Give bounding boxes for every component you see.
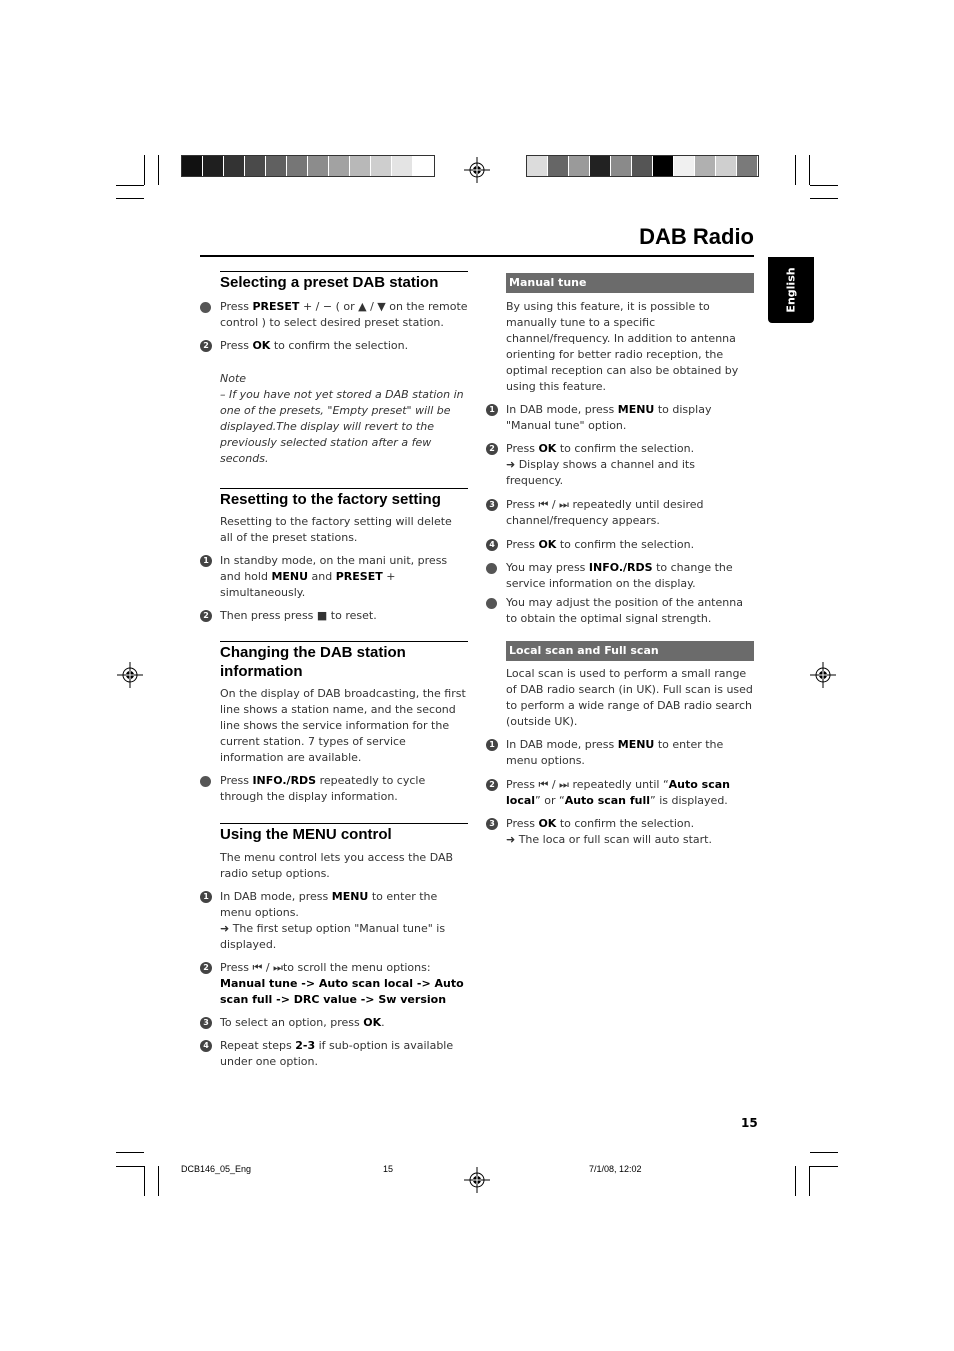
- section-intro: The menu control lets you access the DAB radio setup options.: [220, 851, 454, 880]
- list-item: Press INFO./RDS repeatedly to cycle through the display information.: [200, 773, 468, 805]
- section-heading: Resetting to the factory setting: [220, 488, 468, 509]
- crop-mark: [795, 155, 796, 185]
- bullet-icon: [486, 563, 497, 574]
- color-swatch: [695, 156, 716, 176]
- step-number-icon: 3: [486, 818, 498, 830]
- crop-mark: [810, 185, 838, 186]
- list-item: You may adjust the position of the antenna to obtain the optimal signal strength.: [486, 595, 754, 627]
- section-intro: Local scan is used to perform a small range of DAB radio search (in UK). Full scan is used to perform a wide range of DAB radio search (outside UK).: [506, 667, 753, 728]
- crop-mark: [116, 185, 144, 186]
- list-item: 3 Press OK to confirm the selection. ➜ The loca or full scan will auto start.: [486, 816, 754, 848]
- color-calibration-bar-left: [181, 155, 435, 177]
- bullet-icon: [200, 302, 211, 313]
- list-item: 3 To select an option, press OK.: [200, 1015, 468, 1031]
- footer-file: DCB146_05_Eng: [181, 1164, 252, 1174]
- section-heading: Changing the DAB station information: [220, 641, 468, 681]
- color-swatch: [632, 156, 653, 176]
- color-swatch: [527, 156, 548, 176]
- bullet-icon: [200, 776, 211, 787]
- color-swatch: [203, 156, 224, 176]
- step-number-icon: 1: [486, 404, 498, 416]
- list-item: 1 In DAB mode, press MENU to enter the menu options.: [486, 737, 754, 769]
- list-item: 4 Repeat steps 2-3 if sub-option is available under one option.: [200, 1038, 468, 1070]
- list-item: 2 Press OK to confirm the selection.: [200, 338, 468, 354]
- step-number-icon: 1: [486, 739, 498, 751]
- crop-mark: [810, 1152, 838, 1153]
- color-swatch: [413, 156, 434, 176]
- list-item: 1 In standby mode, on the mani unit, press and hold MENU and PRESET + simultaneously.: [200, 553, 468, 601]
- crop-mark: [116, 1152, 144, 1153]
- crop-mark: [158, 1166, 159, 1196]
- language-tab: [768, 257, 814, 323]
- color-calibration-bar-right: [526, 155, 759, 177]
- step-number-icon: 1: [200, 555, 212, 567]
- result-arrow-text: ➜ The first setup option "Manual tune" is displayed.: [220, 922, 446, 951]
- registration-mark-icon: [117, 662, 143, 688]
- page-number: 15: [741, 1116, 758, 1130]
- footer-page: 15: [383, 1164, 394, 1174]
- crop-mark: [144, 1166, 145, 1196]
- color-swatch: [266, 156, 287, 176]
- crop-mark: [809, 155, 810, 185]
- step-number-icon: 3: [200, 1017, 212, 1029]
- crop-mark: [158, 155, 159, 185]
- color-swatch: [548, 156, 569, 176]
- color-swatch: [329, 156, 350, 176]
- color-swatch: [308, 156, 329, 176]
- color-swatch: [737, 156, 758, 176]
- color-swatch: [611, 156, 632, 176]
- section-heading: Manual tune: [506, 273, 754, 293]
- color-swatch: [224, 156, 245, 176]
- color-swatch: [653, 156, 674, 176]
- step-number-icon: 2: [486, 443, 498, 455]
- color-swatch: [392, 156, 413, 176]
- section-intro: Resetting to the factory setting will delete all of the preset stations.: [220, 515, 452, 544]
- result-arrow-text: ➜ The loca or full scan will auto start.: [506, 833, 712, 846]
- left-column: [200, 271, 470, 1070]
- list-item: 2 Press OK to confirm the selection. ➜ Display shows a channel and its frequency.: [486, 441, 754, 489]
- crop-mark: [116, 198, 144, 199]
- page-title: DAB Radio: [639, 224, 754, 249]
- list-item: Press PRESET + / − ( or ▲ / ▼ on the remote control ) to select desired preset station.: [200, 299, 468, 331]
- crop-mark: [810, 198, 838, 199]
- result-arrow-text: ➜ Display shows a channel and its frequency.: [506, 458, 695, 487]
- crop-mark: [795, 1166, 796, 1196]
- section-intro: On the display of DAB broadcasting, the first line shows a station name, and the second line shows the service information for the current station. 7 types of service information are available.: [220, 687, 466, 764]
- step-number-icon: 2: [200, 340, 212, 352]
- color-swatch: [350, 156, 371, 176]
- crop-mark: [116, 1166, 144, 1167]
- color-swatch: [674, 156, 695, 176]
- color-swatch: [569, 156, 590, 176]
- color-swatch: [716, 156, 737, 176]
- registration-mark-icon: [810, 662, 836, 688]
- step-number-icon: 4: [486, 539, 498, 551]
- color-swatch: [590, 156, 611, 176]
- note-text: – If you have not yet stored a DAB station in one of the presets, "Empty preset" will be displayed.The display will revert to the previously selected station after a few seconds.: [220, 388, 464, 465]
- color-swatch: [287, 156, 308, 176]
- step-number-icon: 1: [200, 891, 212, 903]
- color-swatch: [245, 156, 266, 176]
- language-tab-label: English: [784, 267, 798, 313]
- step-number-icon: 2: [486, 779, 498, 791]
- bullet-icon: [486, 598, 497, 609]
- section-heading: Local scan and Full scan: [506, 641, 754, 661]
- registration-mark-icon: [464, 157, 490, 183]
- crop-mark: [144, 155, 145, 185]
- crop-mark: [809, 1166, 810, 1196]
- crop-mark: [810, 1166, 838, 1167]
- footer-datetime: 7/1/08, 12:02: [589, 1164, 642, 1174]
- right-column: [486, 273, 756, 848]
- list-item: 3 Press ⏮ / ⏭ repeatedly until desired channel/frequency appears.: [486, 497, 754, 529]
- section-heading: Using the MENU control: [220, 823, 468, 844]
- list-item: 1 In DAB mode, press MENU to enter the menu options. ➜ The first setup option "Manual tune" is displayed.: [200, 889, 468, 953]
- list-item: 2 Press ⏮ / ⏭ repeatedly until “Auto scan local” or “Auto scan full” is displayed.: [486, 777, 754, 809]
- list-item: 2 Press ⏮ / ⏭to scroll the menu options: Manual tune -> Auto scan local -> Auto scan full -> DRC value -> Sw version: [200, 960, 468, 1008]
- step-number-icon: 3: [486, 499, 498, 511]
- step-number-icon: 2: [200, 610, 212, 622]
- color-swatch: [371, 156, 392, 176]
- registration-mark-icon: [464, 1167, 490, 1193]
- step-number-icon: 2: [200, 962, 212, 974]
- list-item: 1 In DAB mode, press MENU to display "Manual tune" option.: [486, 402, 754, 434]
- list-item: You may press INFO./RDS to change the service information on the display.: [486, 560, 754, 592]
- note-label: Note: [220, 372, 247, 385]
- section-intro: By using this feature, it is possible to manually tune to a specific channel/frequency. In addition to antenna orienting for better radio reception, the optimal reception can also be obtained by using this feature.: [506, 300, 739, 393]
- section-heading: Selecting a preset DAB station: [220, 271, 468, 292]
- step-number-icon: 4: [200, 1040, 212, 1052]
- list-item: 2 Then press press ■ to reset.: [200, 608, 468, 624]
- color-swatch: [182, 156, 203, 176]
- list-item: 4 Press OK to confirm the selection.: [486, 537, 754, 553]
- title-rule: [200, 255, 754, 257]
